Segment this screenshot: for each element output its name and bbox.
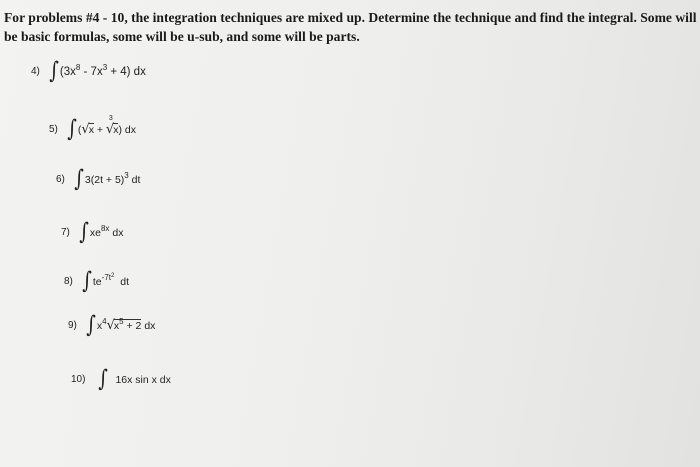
radical-icon: √ — [106, 318, 115, 333]
radical-icon: √ — [105, 122, 115, 137]
integral-sign-icon: ∫ — [98, 366, 109, 392]
integral-sign-icon: ∫ — [74, 166, 84, 192]
instructions-line-1: For problems #4 - 10, the integration techniques are mixed up. Determine the technique and find the integral. Some will — [4, 10, 697, 25]
problem-number: 4) — [31, 66, 40, 77]
integral-sign-icon: ∫ — [49, 58, 59, 84]
problem-4 — [31, 60, 146, 83]
integrand: $te^{-7t^2}$ dt — [92, 272, 130, 288]
problem-10 — [71, 368, 171, 391]
integrand: (√x + 3 √x) dx — [77, 115, 136, 137]
integral-sign-icon: ∫ — [86, 312, 96, 338]
integrand: $xe^{8x}$ dx — [89, 223, 124, 239]
integrand: 16x sin x dx — [115, 373, 171, 386]
problem-5 — [49, 115, 136, 142]
instructions-text — [4, 8, 700, 46]
problem-number: 8) — [64, 276, 73, 287]
integrand: $(3x^8 - 7x^3 + 4)$ dx — [59, 62, 146, 78]
integral-sign-icon: ∫ — [79, 219, 89, 245]
integral-sign-icon: ∫ — [67, 116, 77, 142]
problem-6 — [56, 168, 140, 191]
radical-icon: √ — [81, 122, 90, 137]
problem-number: 10) — [71, 374, 86, 385]
problem-number: 5) — [49, 124, 58, 135]
problem-8 — [64, 270, 129, 293]
integral-sign-icon: ∫ — [82, 268, 92, 294]
problem-7 — [61, 221, 123, 244]
problem-number: 7) — [61, 227, 70, 238]
instructions-line-2: be basic formulas, some will be u-sub, and some will be parts. — [4, 29, 360, 44]
integrand: $3(2t + 5)^3$ dt — [84, 170, 141, 186]
problem-9 — [68, 314, 155, 337]
problem-number: 6) — [56, 174, 65, 185]
integrand: $x^4√x^5 + 2$ dx — [96, 317, 156, 333]
problem-number: 9) — [68, 320, 77, 331]
